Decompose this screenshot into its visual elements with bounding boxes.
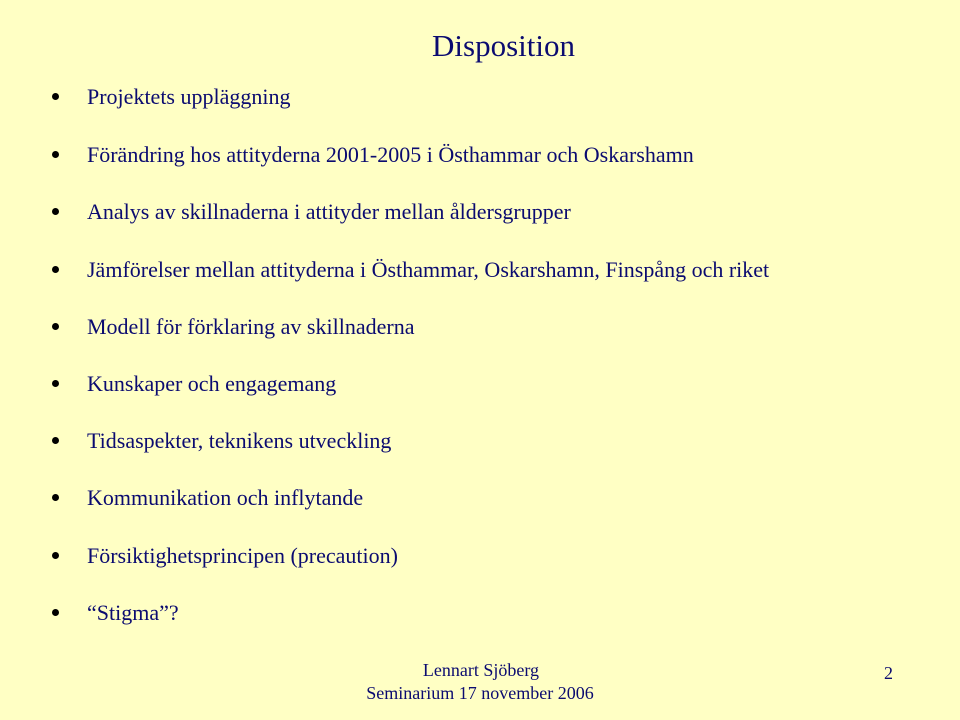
page-number: 2 [884, 663, 893, 683]
bullet-point-icon [52, 552, 59, 559]
bullet-point-icon [52, 323, 59, 330]
bullet-text: Projektets uppläggning [87, 84, 291, 109]
bullet-text: Jämförelser mellan attityderna i Östhammar, Oskarshamn, Finspång och riket [87, 257, 770, 282]
bullet-text: Försiktighetsprincipen (precaution) [87, 543, 398, 568]
bullet-point-icon [52, 93, 59, 100]
bullet-item [0, 82, 930, 112]
bullet-item [0, 312, 930, 342]
bullet-item [0, 483, 930, 513]
bullet-text: Tidsaspekter, teknikens utveckling [87, 428, 392, 453]
bullet-text: Kommunikation och inflytande [87, 485, 364, 510]
bullet-point-icon [52, 208, 59, 215]
footer-event: Seminarium 17 november 2006 [366, 683, 594, 703]
bullet-item [0, 426, 930, 456]
bullet-point-icon [52, 437, 59, 444]
bullet-item [0, 140, 930, 170]
bullet-text: Kunskaper och engagemang [87, 371, 337, 396]
bullet-point-icon [52, 266, 59, 273]
bullet-item [0, 197, 930, 227]
bullet-text: Analys av skillnaderna i attityder mellan åldersgrupper [87, 199, 571, 224]
bullet-item [0, 541, 930, 571]
bullet-text: Förändring hos attityderna 2001-2005 i Östhammar och Oskarshamn [87, 142, 694, 167]
bullet-text: Modell för förklaring av skillnaderna [87, 314, 415, 339]
bullet-point-icon [52, 151, 59, 158]
bullet-point-icon [52, 494, 59, 501]
bullet-item [0, 369, 930, 399]
slide-title: Disposition [432, 28, 575, 63]
bullet-item [0, 255, 930, 285]
bullet-text: “Stigma”? [87, 600, 179, 625]
bullet-item [0, 598, 930, 628]
bullet-point-icon [52, 609, 59, 616]
footer-author: Lennart Sjöberg [422, 660, 540, 680]
bullet-point-icon [52, 380, 59, 387]
